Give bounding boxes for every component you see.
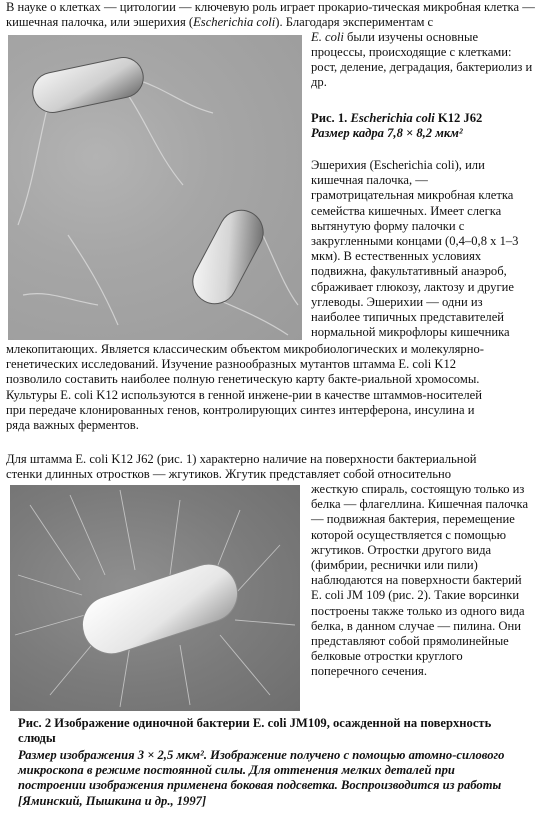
- bacterium-jm109: [75, 557, 245, 662]
- figure-2-micrograph: [10, 485, 300, 711]
- figure-1-title: Рис. 1. Escherichia coli K12 J62: [311, 111, 483, 125]
- flagella-side-line: которой осуществляется с помощью: [311, 527, 507, 542]
- flagella-side-line: представляют собой прямолинейные: [311, 634, 509, 649]
- figure-2-title-line: слюды: [18, 731, 56, 746]
- flagella-side-line: жгутиков. Отростки другого вида: [311, 542, 492, 557]
- figure-2-detail-line: Размер изображения 3 × 2,5 мкм². Изображение получено с помощью атомно-силового: [18, 748, 505, 762]
- intro-line-6: др.: [311, 75, 327, 89]
- figure-1-micrograph: [8, 35, 302, 340]
- flagella-side-line: построены также только из одного вида: [311, 603, 525, 618]
- flagella-side-line: (фимбрии, реснички или пили): [311, 558, 478, 573]
- description-line: подвижна, факультативный анаэроб,: [311, 264, 507, 279]
- description-line: кишечная палочка, —: [311, 173, 428, 188]
- flagella-side-line: E. coli JM 109 (рис. 2). Такие ворсинки: [311, 588, 520, 603]
- bacterium-2: [185, 203, 271, 312]
- bacterium-1: [29, 54, 147, 116]
- description-full-width: [6, 342, 551, 433]
- figure-2-svg: [10, 485, 300, 711]
- intro-line-4: процессы, происходящие с клетками:: [311, 45, 512, 59]
- flagella-side-line: — подвижная бактерия, перемещение: [311, 512, 515, 527]
- figure-2-details: [18, 748, 548, 809]
- figure-1-svg: [8, 35, 302, 340]
- figure-1-size: Размер кадра 7,8 × 8,2 мкм²: [311, 126, 463, 140]
- description-line: нормальной микрофлоры кишечника: [311, 325, 510, 340]
- description-full-line: ряда важных ферментов.: [6, 418, 139, 433]
- description-line: наиболее типичных представителей: [311, 310, 505, 325]
- flagella-side-line: жесткую спираль, состоящую только из: [311, 482, 525, 496]
- flagella-side-line: поперечного сечения.: [311, 664, 427, 679]
- description-full-line: позволило составить наиболее полную генетическую карту бакте-риальной хромосомы.: [6, 372, 480, 387]
- figure-2-detail-line: [Яминский, Пышкина и др., 1997]: [18, 793, 207, 808]
- flagella-lines: [18, 80, 298, 335]
- flagella-side-line: белка, в данном случае — пилина. Они: [311, 618, 521, 633]
- description-line: закругленными концами (0,4–0,8 х 1–3: [311, 234, 519, 249]
- intro-line-5: рост, деление, деградация, бактериолиз и: [311, 60, 533, 74]
- description-full-line: генетических исследований. Изучение разнообразных мутантов штамма E. coli K12: [6, 357, 457, 372]
- description-line: грамотрицательная микробная клетка: [311, 188, 514, 203]
- flagella-side-line: белка — флагеллина. Кишечная палочка: [311, 497, 529, 512]
- flagella-side-line: наблюдаются на поверхности бактерий: [311, 573, 522, 588]
- flagella-full-line: Для штамма E. coli K12 J62 (рис. 1) характерно наличие на поверхности бактериальной: [6, 452, 477, 466]
- description-line: мкм). В естественных условиях: [311, 249, 482, 264]
- description-line: сбраживает глюкозу, лактозу и другие: [311, 279, 514, 294]
- figure-2-detail-line: построении изображения применена боковая подсветка. Воспроизводится из работы: [18, 778, 502, 793]
- flagella-full-width: [6, 452, 551, 482]
- flagella-side-column: [311, 482, 528, 680]
- description-line: вытянутую форму палочки с: [311, 218, 465, 233]
- figure-2-title-line: Рис. 2 Изображение одиночной бактерии E. coli JM109, осажденной на поверхность: [18, 716, 492, 730]
- description-column: [311, 158, 518, 340]
- figure-2-detail-line: микроскопа в режиме постоянной силы. Для оттенения мелких деталей при: [18, 763, 455, 778]
- description-line: семейства кишечных. Имеет слегка: [311, 203, 502, 218]
- intro-paragraph: В науке о клетках — цитологии — ключевую роль играет прокарио-тическая микробная клетка — кишечная палочка, или эшерихия (Escherichia coli). Благодаря экспериментам с: [6, 0, 535, 30]
- description-line: Эшерихия (Escherichia coli), или: [311, 158, 485, 172]
- description-full-line: при передаче клонированных генов, контролирующих синтез интерферона, инсулина и: [6, 402, 475, 417]
- description-full-line: млекопитающих. Является классическим объектом микробиологических и молекулярно-: [6, 342, 484, 356]
- flagella-side-line: белковые отростки круглого: [311, 649, 463, 664]
- flagella-full-line: стенки длинных отростков — жгутиков. Жгутик представляет собой относительно: [6, 467, 452, 482]
- description-line: углеводы. Эшерихии — одни из: [311, 294, 483, 309]
- figure-2-title: [18, 716, 548, 746]
- description-full-line: Культуры E. coli K12 используются в генной инженe-рии в качестве штаммов-носителей: [6, 387, 482, 402]
- intro-line-3: E. coli были изучены основные: [311, 30, 479, 44]
